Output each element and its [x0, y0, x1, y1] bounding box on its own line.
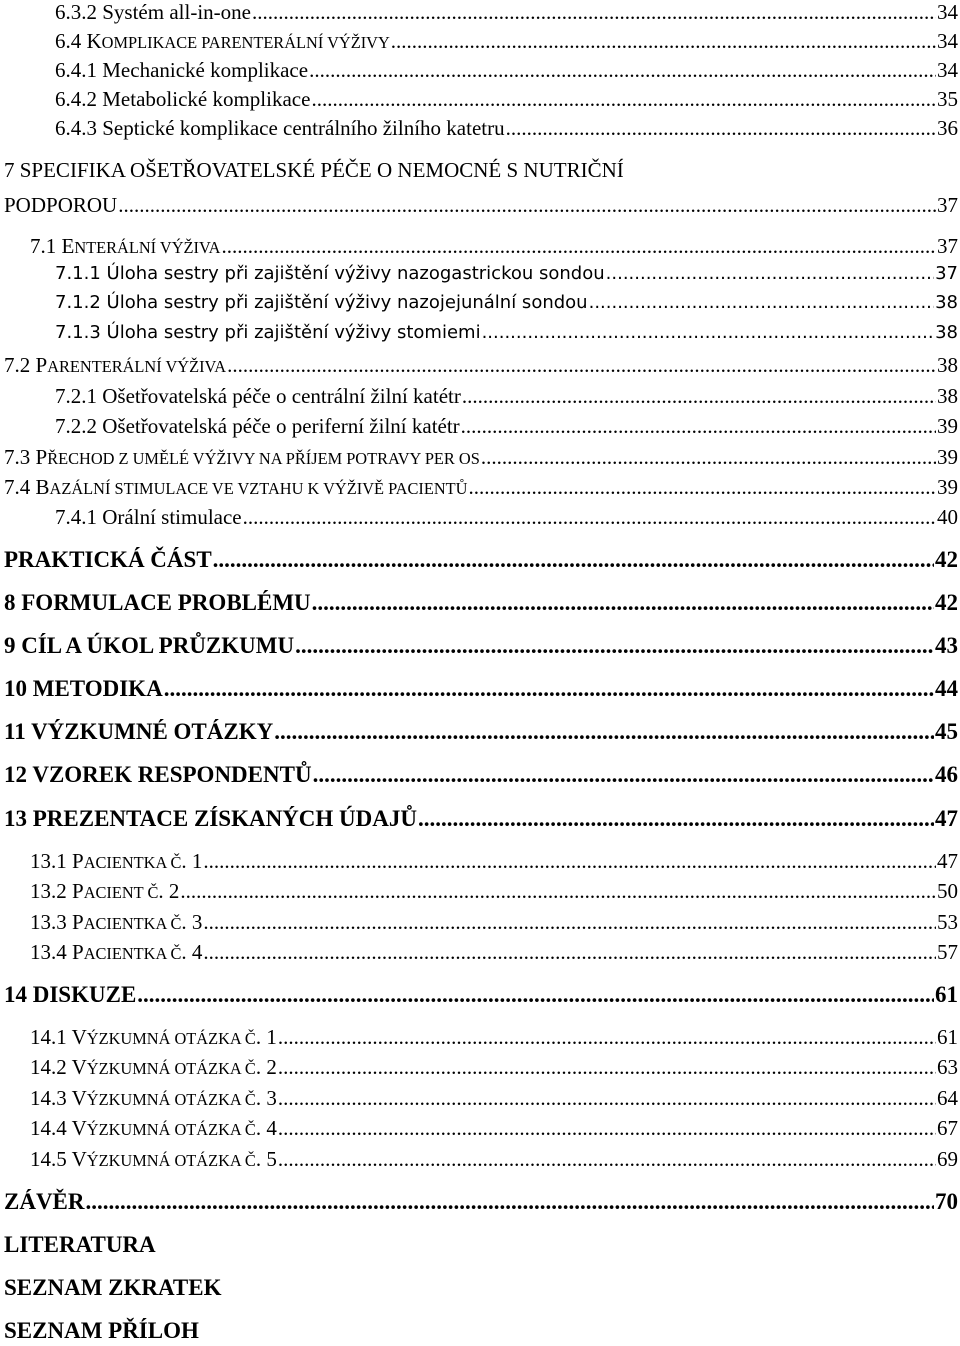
toc-entry[interactable] — [30, 234, 958, 259]
toc-entry-title-part: . 3 — [181, 910, 203, 934]
toc-page-number: 38 — [935, 322, 958, 343]
toc-page-number: 36 — [937, 116, 958, 140]
dot-leader — [252, 0, 936, 25]
toc-entry-title-part: 13.1 P — [30, 849, 84, 873]
toc-entry-title-part: 7.2.2 Ošetřovatelská péče o periferní žilní katétr — [55, 414, 460, 438]
toc-page-number: 45 — [935, 719, 958, 744]
toc-entry-title-part: 13.2 P — [30, 879, 84, 903]
dot-leader — [506, 116, 936, 141]
toc-entry-title — [4, 475, 467, 500]
dot-leader — [295, 633, 934, 659]
toc-entry[interactable] — [30, 1055, 958, 1080]
toc-entry-title — [55, 87, 310, 112]
toc-entry-title-part: OMPLIKACE PARENTERÁLNÍ VÝŽIVY — [101, 33, 390, 52]
toc-entry-title — [4, 158, 624, 183]
dot-leader — [312, 590, 934, 616]
toc-entry-title-part: ÝZKUMNÁ OTÁZKA Č — [86, 1059, 256, 1078]
toc-entry-title-part: . 4 — [181, 940, 203, 964]
toc-page-number: 38 — [937, 353, 958, 377]
toc-entry-title-part: 10 METODIKA — [4, 676, 163, 701]
toc-page-number: 42 — [935, 590, 958, 615]
toc-entry[interactable] — [4, 1189, 958, 1215]
toc-entry-title — [30, 1055, 277, 1080]
toc-page-number: 47 — [937, 849, 958, 873]
toc-page-number: 57 — [937, 940, 958, 964]
toc-entry-title-part: . 5 — [255, 1147, 277, 1171]
dot-leader — [118, 193, 936, 218]
toc-entry[interactable] — [55, 505, 958, 530]
dot-leader — [278, 1055, 936, 1080]
dot-leader — [222, 234, 937, 259]
toc-page-number: 50 — [937, 879, 958, 903]
toc-entry-title — [4, 719, 273, 745]
toc-entry-title-part: 13.4 P — [30, 940, 84, 964]
toc-entry-title — [4, 1275, 221, 1301]
toc-entry-title-part: NTERÁLNÍ VÝŽIVA — [74, 238, 221, 257]
toc-entry-title-part: . 1 — [255, 1025, 277, 1049]
toc-page-number: 37 — [935, 263, 958, 284]
toc-entry-title-part: . 2 — [158, 879, 180, 903]
toc-entry-title-part: . 3 — [255, 1086, 277, 1110]
toc-entry[interactable] — [4, 633, 958, 659]
toc-entry-title-part: LITERATURA — [4, 1232, 156, 1257]
dot-leader — [213, 547, 934, 573]
dot-leader — [313, 762, 934, 788]
dot-leader — [243, 505, 936, 530]
toc-entry-title — [4, 193, 117, 218]
toc-entry-title-part: 12 VZOREK RESPONDENTŮ — [4, 762, 312, 787]
toc-entry-title-part: ARENTERÁLNÍ VÝŽIVA — [47, 357, 227, 376]
toc-entry-title-part: 7.4 B — [4, 475, 50, 499]
toc-entry-title-part: 9 CÍL A ÚKOL PRŮZKUMU — [4, 633, 295, 658]
toc-entry[interactable] — [55, 384, 958, 409]
toc-entry-title — [4, 676, 163, 702]
dot-leader — [203, 940, 936, 965]
toc-page-number: 46 — [935, 762, 958, 787]
dot-leader — [468, 475, 936, 500]
toc-page-number: 47 — [935, 806, 958, 831]
toc-entry-title-part: 13 PREZENTACE ZÍSKANÝCH ÚDAJŮ — [4, 806, 417, 831]
toc-entry-title — [55, 292, 588, 313]
toc-page-number: 39 — [937, 475, 958, 499]
toc-entry-title — [4, 1232, 156, 1258]
toc-entry-title — [55, 322, 481, 343]
toc-entry-title — [4, 1189, 85, 1215]
toc-entry-title — [55, 414, 460, 439]
toc-entry[interactable] — [4, 1232, 958, 1258]
toc-entry[interactable] — [4, 590, 958, 616]
toc-entry[interactable] — [4, 158, 958, 183]
toc-page-number: 40 — [937, 505, 958, 529]
dot-leader — [274, 719, 934, 745]
toc-entry-title-part: 14 DISKUZE — [4, 982, 137, 1007]
dot-leader — [164, 676, 934, 702]
toc-entry[interactable] — [55, 29, 958, 54]
dot-leader — [589, 292, 935, 313]
toc-entry-title — [55, 505, 242, 530]
toc-entry-title — [4, 547, 212, 573]
toc-entry-title — [55, 263, 605, 284]
toc-entry[interactable] — [4, 547, 958, 573]
dot-leader — [391, 29, 936, 54]
dot-leader — [278, 1086, 936, 1111]
toc-entry-title — [30, 879, 179, 904]
dot-leader — [311, 87, 936, 112]
toc-entry-title — [4, 590, 311, 616]
toc-entry[interactable] — [4, 676, 958, 702]
toc-entry-title — [4, 353, 226, 378]
toc-entry-title — [55, 58, 308, 83]
dot-leader — [461, 414, 936, 439]
dot-leader — [180, 879, 936, 904]
toc-entry[interactable] — [4, 806, 958, 832]
toc-page-number: 64 — [937, 1086, 958, 1110]
toc-page-number: 39 — [937, 445, 958, 469]
toc-entry-title-part: ACIENTKA Č — [83, 914, 182, 933]
toc-entry-title — [30, 234, 221, 259]
dot-leader — [309, 58, 936, 83]
toc-entry-title-part: . 4 — [255, 1116, 277, 1140]
toc-entry-title-part: 14.3 V — [30, 1086, 87, 1110]
toc-entry[interactable] — [30, 879, 958, 904]
toc-entry-title-part: ÝZKUMNÁ OTÁZKA Č — [86, 1120, 256, 1139]
toc-entry-title-part: ŘECHOD Z UMĚLÉ VÝŽIVY NA PŘÍJEM POTRAVY PER OS — [47, 449, 480, 468]
toc-entry-title — [4, 806, 417, 832]
toc-entry-title-part: . 1 — [181, 849, 203, 873]
toc-entry-title-part: 7.2.1 Ošetřovatelská péče o centrální žilní katétr — [55, 384, 461, 408]
toc-entry-title-part: PRAKTICKÁ ČÁST — [4, 547, 212, 572]
dot-leader — [462, 384, 936, 409]
toc-entry[interactable] — [30, 940, 958, 965]
toc-entry[interactable] — [55, 322, 958, 343]
toc-entry[interactable] — [4, 982, 958, 1008]
toc-entry-title-part: 14.4 V — [30, 1116, 87, 1140]
toc-entry-title-part: ÝZKUMNÁ OTÁZKA Č — [86, 1090, 256, 1109]
toc-entry[interactable] — [55, 263, 958, 284]
dot-leader — [227, 353, 936, 378]
toc-entry-title-part: 14.5 V — [30, 1147, 87, 1171]
toc-entry-title — [55, 0, 251, 25]
toc-entry-title-part: 7.1.2 Úloha sestry při zajištění výživy nazojejunální sondou — [55, 292, 588, 313]
toc-entry-title-part: 7.3 P — [4, 445, 48, 469]
toc-entry-title-part: ZÁVĚR — [4, 1189, 85, 1214]
toc-page-number: 69 — [937, 1147, 958, 1171]
toc-entry[interactable] — [4, 193, 958, 218]
toc-entry-title-part: 7 SPECIFIKA OŠETŘOVATELSKÉ PÉČE O NEMOCNÉ S NUTRIČNÍ — [4, 158, 624, 182]
toc-entry-title-part: 14.2 V — [30, 1055, 87, 1079]
toc-entry-title — [55, 116, 505, 141]
toc-page-number: 39 — [937, 414, 958, 438]
toc-entry[interactable] — [55, 0, 958, 25]
toc-entry-title — [55, 384, 461, 409]
toc-page-number: 34 — [937, 0, 958, 24]
toc-page-number: 63 — [937, 1055, 958, 1079]
toc-page-number: 38 — [937, 384, 958, 408]
toc-entry[interactable] — [30, 910, 958, 935]
toc-entry[interactable] — [4, 475, 958, 500]
toc-page-number: 43 — [935, 633, 958, 658]
toc-entry-title-part: 7.2 P — [4, 353, 48, 377]
toc-entry-title — [4, 1318, 199, 1344]
toc-entry-title — [30, 910, 202, 935]
toc-entry[interactable] — [55, 292, 958, 313]
toc-entry-title-part: 7.1 E — [30, 234, 75, 258]
toc-entry[interactable] — [30, 1086, 958, 1111]
toc-entry[interactable] — [4, 1318, 958, 1344]
dot-leader — [278, 1147, 936, 1172]
dot-leader — [278, 1025, 936, 1050]
dot-leader — [203, 910, 936, 935]
toc-entry-title-part: 14.1 V — [30, 1025, 87, 1049]
toc-entry[interactable] — [30, 849, 958, 874]
toc-page-number: 37 — [937, 234, 958, 258]
dot-leader — [86, 1189, 934, 1215]
toc-entry-title — [30, 1086, 277, 1111]
toc-entry-title — [4, 982, 136, 1008]
toc-entry-title-part: 7.1.3 Úloha sestry při zajištění výživy stomiemi — [55, 322, 481, 343]
toc-entry[interactable] — [4, 719, 958, 745]
toc-entry-title-part: 13.3 P — [30, 910, 84, 934]
toc-entry-title-part: 11 VÝZKUMNÉ OTÁZKY — [4, 719, 274, 744]
dot-leader — [203, 849, 936, 874]
toc-page-number: 35 — [937, 87, 958, 111]
toc-entry-title-part: AZÁLNÍ STIMULACE VE VZTAHU K VÝŽIVĚ PACIENTŮ — [49, 479, 468, 498]
toc-entry-title-part: SEZNAM PŘÍLOH — [4, 1318, 199, 1343]
toc-entry-title-part: ACIENTKA Č — [83, 853, 182, 872]
toc-entry-title — [30, 1147, 277, 1172]
toc-page-number: 34 — [937, 58, 958, 82]
dot-leader — [278, 1116, 936, 1141]
dot-leader — [418, 806, 934, 832]
toc-entry-title — [55, 29, 390, 54]
toc-page-number: 37 — [937, 193, 958, 217]
toc-entry-title-part: SEZNAM ZKRATEK — [4, 1275, 222, 1300]
toc-entry-title-part: ACIENT Č — [83, 883, 159, 902]
toc-entry-title-part: 6.4.1 Mechanické komplikace — [55, 58, 309, 82]
toc-entry-title-part: ÝZKUMNÁ OTÁZKA Č — [86, 1151, 256, 1170]
dot-leader — [481, 445, 936, 470]
toc-page-number: 70 — [935, 1189, 958, 1214]
toc-page-number: 61 — [937, 1025, 958, 1049]
toc-entry-title-part: PODPOROU — [4, 193, 118, 217]
toc-entry-title — [4, 762, 312, 788]
toc-page-number: 53 — [937, 910, 958, 934]
dot-leader — [606, 263, 934, 284]
toc-entry-title — [30, 940, 202, 965]
dot-leader — [137, 982, 934, 1008]
toc-page-number: 67 — [937, 1116, 958, 1140]
toc-entry-title-part: 6.4 K — [55, 29, 102, 53]
toc-entry-title — [30, 1116, 277, 1141]
toc-entry-title-part: 6.4.3 Septické komplikace centrálního žilního katetru — [55, 116, 505, 140]
toc-entry[interactable] — [30, 1147, 958, 1172]
dot-leader — [482, 322, 935, 343]
toc-entry[interactable] — [4, 353, 958, 378]
toc-page-number: 42 — [935, 547, 958, 572]
toc-entry-title-part: ÝZKUMNÁ OTÁZKA Č — [86, 1029, 256, 1048]
toc-entry-title-part: . 2 — [255, 1055, 277, 1079]
toc-page-number: 44 — [935, 676, 958, 701]
toc-entry-title — [30, 1025, 277, 1050]
toc-entry[interactable] — [55, 116, 958, 141]
toc-entry[interactable] — [55, 414, 958, 439]
toc-entry-title — [30, 849, 202, 874]
toc-entry[interactable] — [55, 58, 958, 83]
toc-entry-title-part: 7.1.1 Úloha sestry při zajištění výživy nazogastrickou sondou — [55, 263, 605, 284]
toc-page-number: 34 — [937, 29, 958, 53]
toc-entry[interactable] — [30, 1116, 958, 1141]
toc-page-number: 38 — [935, 292, 958, 313]
toc-entry-title-part: 6.3.2 Systém all-in-one — [55, 0, 251, 24]
toc-entry[interactable] — [55, 87, 958, 112]
toc-entry-title — [4, 445, 480, 470]
toc-entry-title-part: ACIENTKA Č — [83, 944, 182, 963]
toc-entry[interactable] — [4, 1275, 958, 1301]
toc-entry[interactable] — [4, 445, 958, 470]
toc-entry-title — [4, 633, 294, 659]
toc-entry-title-part: 8 FORMULACE PROBLÉMU — [4, 590, 311, 615]
toc-entry-title-part: 7.4.1 Orální stimulace — [55, 505, 242, 529]
toc-entry[interactable] — [4, 762, 958, 788]
toc-entry-title-part: 6.4.2 Metabolické komplikace — [55, 87, 311, 111]
toc-entry[interactable] — [30, 1025, 958, 1050]
toc-page-number: 61 — [935, 982, 958, 1007]
